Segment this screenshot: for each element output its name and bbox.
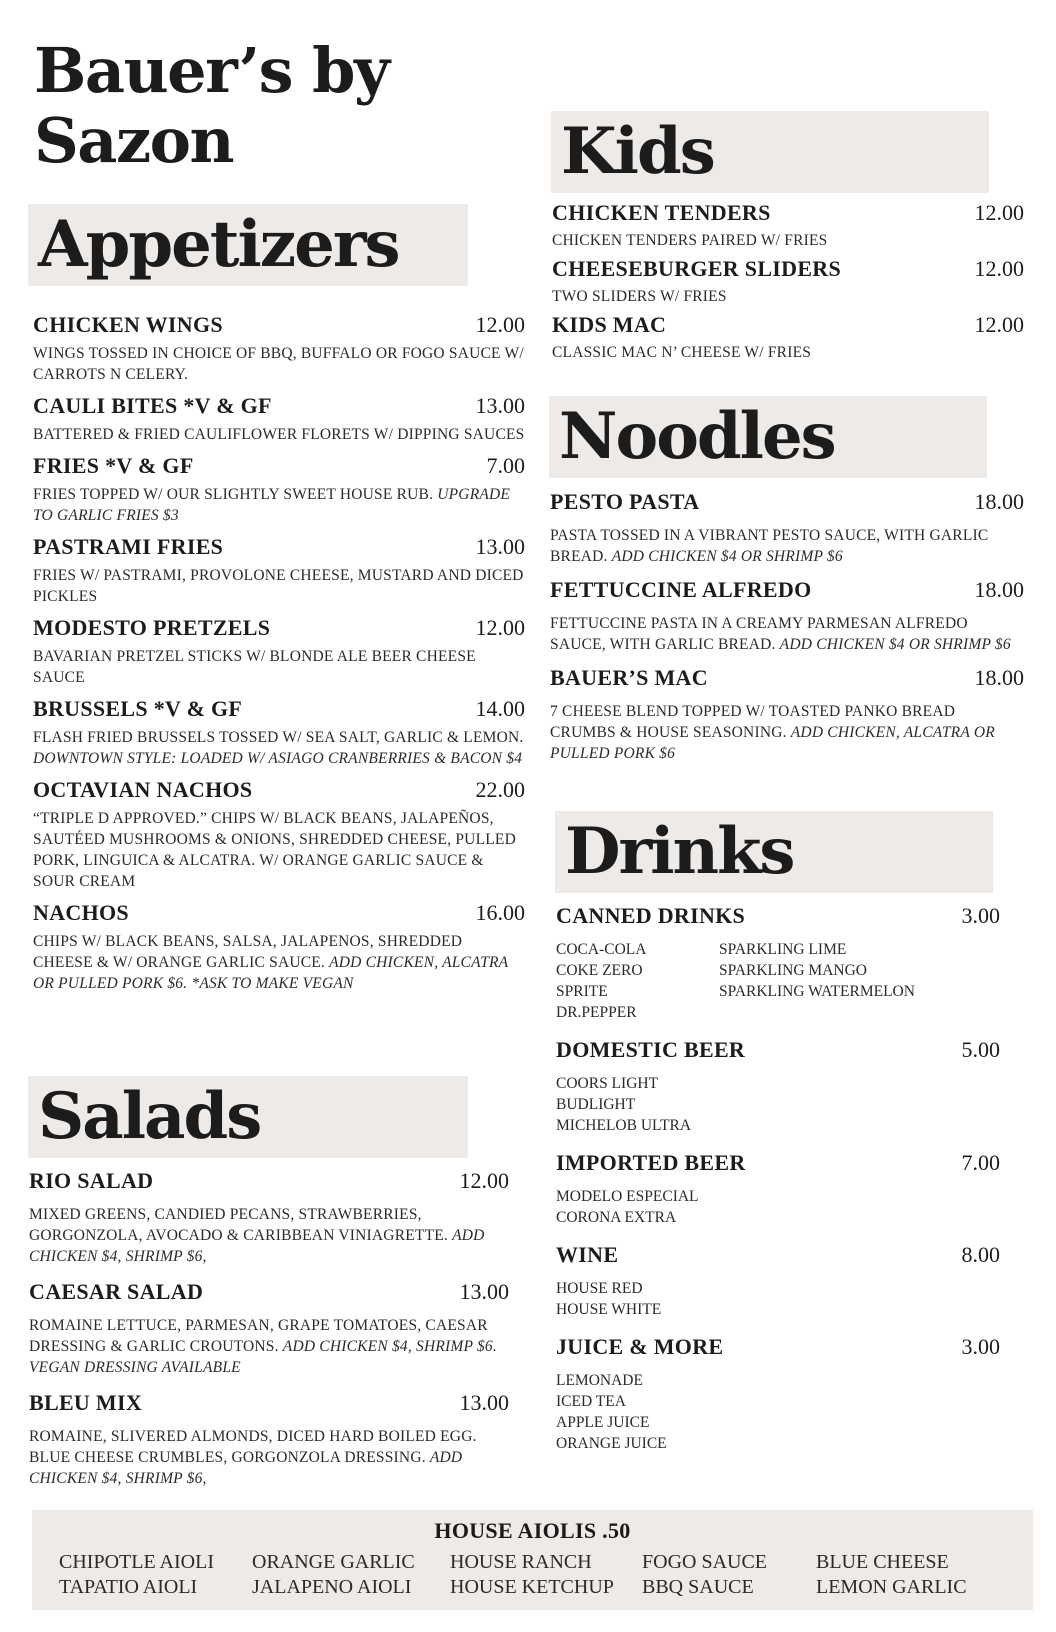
item-note: ADD CHICKEN, ALCATRA OR PULLED PORK $6 [550, 724, 995, 762]
item-price: 12.00 [974, 312, 1024, 337]
item-desc-text: ROMAINE, SLIVERED ALMONDS, DICED HARD BOILED EGG. BLUE CHEESE CRUMBLES, GORGONZOLA DRESSING. [29, 1428, 477, 1466]
item-description [33, 484, 525, 526]
drink-item: MICHELOB ULTRA [556, 1117, 692, 1134]
item-name: FRIES *V & GF [33, 453, 194, 478]
item-description [33, 424, 525, 445]
menu-item [33, 900, 525, 994]
appetizers-header [28, 204, 468, 286]
noodles-header [549, 396, 987, 478]
item-desc-text: WINGS TOSSED IN CHOICE OF BBQ, BUFFALO OR FOGO SAUCE W/ CARROTS N CELERY. [33, 345, 524, 383]
aioli-item: ORANGE GARLIC [252, 1551, 415, 1573]
menu-item [29, 1390, 509, 1489]
item-name: BLEU MIX [29, 1390, 143, 1415]
item-price: 22.00 [475, 777, 525, 802]
item-name: FETTUCCINE ALFREDO [550, 577, 812, 602]
item-price: 13.00 [475, 534, 525, 559]
item-description [33, 931, 525, 994]
aioli-item: BBQ SAUCE [642, 1576, 754, 1598]
menu-item [33, 615, 525, 688]
item-description [550, 613, 1024, 655]
kids-title: Kids [561, 114, 714, 189]
noodles-list [550, 489, 1024, 774]
drinks-header [555, 811, 993, 893]
item-note: ADD CHICKEN $4, SHRIMP $6. VEGAN DRESSING AVAILABLE [29, 1338, 497, 1376]
item-price: 7.00 [486, 453, 525, 478]
item-note: ADD CHICKEN $4, SHRIMP $6, [29, 1449, 463, 1487]
aioli-item: FOGO SAUCE [642, 1551, 768, 1573]
aioli-item: CHIPOTLE AIOLI [59, 1551, 214, 1573]
menu-item [552, 200, 1024, 251]
item-desc-text: CLASSIC MAC N’ CHEESE W/ FRIES [552, 344, 812, 361]
item-note: ADD CHICKEN, ALCATRA OR PULLED PORK $6. *ASK TO MAKE VEGAN [33, 954, 509, 992]
item-price: 14.00 [475, 696, 525, 721]
aioli-column [252, 1550, 415, 1600]
aioli-item: HOUSE RANCH [450, 1551, 592, 1573]
item-desc-text: CHIPS W/ BLACK BEANS, SALSA, JALAPENOS, SHREDDED CHEESE & W/ ORANGE GARLIC SAUCE. [33, 933, 463, 971]
item-description [33, 727, 525, 769]
drink-item: COORS LIGHT [556, 1075, 659, 1092]
item-desc-text: FRIES TOPPED W/ OUR SLIGHTLY SWEET HOUSE RUB. [33, 486, 434, 503]
drink-list [556, 1370, 1000, 1454]
menu-item [552, 256, 1024, 307]
item-desc-text: CHICKEN TENDERS PAIRED W/ FRIES [552, 232, 828, 249]
drink-group [556, 1334, 1000, 1454]
item-description [33, 808, 525, 892]
drink-item: MODELO ESPECIAL [556, 1188, 699, 1205]
item-description [552, 342, 1024, 363]
item-desc-text: TWO SLIDERS W/ FRIES [552, 288, 727, 305]
menu-item [33, 312, 525, 385]
item-note: UPGRADE TO GARLIC FRIES $3 [33, 486, 511, 524]
salads-list [29, 1168, 509, 1501]
item-desc-text: ROMAINE LETTUCE, PARMESAN, GRAPE TOMATOES, CAESAR DRESSING & GARLIC CROUTONS. [29, 1317, 488, 1355]
item-description [550, 525, 1024, 567]
item-price: 16.00 [475, 900, 525, 925]
item-description [550, 701, 1024, 764]
drink-item: HOUSE WHITE [556, 1301, 662, 1318]
item-name: CHICKEN WINGS [33, 312, 223, 337]
aioli-item: TAPATIO AIOLI [59, 1576, 198, 1598]
drink-item: SPRITE [556, 983, 608, 1000]
salads-header [28, 1076, 468, 1158]
menu-item [33, 534, 525, 607]
salads-title: Salads [38, 1079, 261, 1154]
item-desc-text: FRIES W/ PASTRAMI, PROVOLONE CHEESE, MUSTARD AND DICED PICKLES [33, 567, 524, 605]
drink-group [556, 1037, 1000, 1136]
drink-list [556, 1186, 1000, 1228]
item-name: CHICKEN TENDERS [552, 200, 771, 225]
item-name: MODESTO PRETZELS [33, 615, 271, 640]
item-price: 12.00 [475, 312, 525, 337]
kids-header [551, 111, 989, 193]
drink-group-price: 3.00 [961, 903, 1000, 928]
aioli-item: BLUE CHEESE [816, 1551, 949, 1573]
item-name: BAUER’S MAC [550, 665, 708, 690]
drink-group-name: JUICE & MORE [556, 1334, 724, 1359]
item-desc-text: MIXED GREENS, CANDIED PECANS, STRAWBERRIES, GORGONZOLA, AVOCADO & CARIBBEAN VINIAGRETTE. [29, 1206, 448, 1244]
menu-item [33, 453, 525, 526]
drink-group-name: CANNED DRINKS [556, 903, 746, 928]
canned-list-2 [719, 939, 915, 1023]
drink-list [556, 1278, 1000, 1320]
menu-item [550, 489, 1024, 567]
item-price: 12.00 [475, 615, 525, 640]
drink-group [556, 1242, 1000, 1320]
drink-item: ORANGE JUICE [556, 1435, 667, 1452]
item-description [33, 343, 525, 385]
item-desc-text: PASTA TOSSED IN A VIBRANT PESTO SAUCE, WITH GARLIC BREAD. [550, 527, 989, 565]
aioli-column [816, 1550, 967, 1600]
drink-item: DR.PEPPER [556, 1004, 637, 1021]
item-desc-text: BATTERED & FRIED CAULIFLOWER FLORETS W/ DIPPING SAUCES [33, 426, 525, 443]
drinks-list [556, 903, 1000, 1468]
menu-item [550, 577, 1024, 655]
menu-item [33, 777, 525, 892]
aioli-item: JALAPENO AIOLI [252, 1576, 412, 1598]
menu-item [550, 665, 1024, 764]
drink-item: BUDLIGHT [556, 1096, 636, 1113]
item-description [552, 286, 1024, 307]
item-description [29, 1204, 509, 1267]
item-description [33, 565, 525, 607]
item-name: CAULI BITES *V & GF [33, 393, 272, 418]
item-price: 12.00 [974, 256, 1024, 281]
aioli-column [642, 1550, 767, 1600]
canned-list-1 [556, 939, 719, 1023]
aioli-item: HOUSE KETCHUP [450, 1576, 614, 1598]
item-description [552, 230, 1024, 251]
item-description [29, 1315, 509, 1378]
item-desc-text: BAVARIAN PRETZEL STICKS W/ BLONDE ALE BEER CHEESE SAUCE [33, 648, 476, 686]
item-name: PESTO PASTA [550, 489, 700, 514]
item-note: ADD CHICKEN $4, SHRIMP $6, [29, 1227, 485, 1265]
menu-item [29, 1279, 509, 1378]
noodles-title: Noodles [559, 399, 835, 474]
item-price: 18.00 [974, 665, 1024, 690]
item-description [29, 1426, 509, 1489]
drink-item: SPARKLING WATERMELON [719, 983, 915, 1000]
house-aiolis-title: HOUSE AIOLIS .50 [434, 1518, 631, 1543]
drink-group-price: 3.00 [961, 1334, 1000, 1359]
item-desc-text: “TRIPLE D APPROVED.” CHIPS W/ BLACK BEANS, JALAPEÑOS, SAUTÉED MUSHROOMS & ONIONS, SHREDDED CHEESE, PULLED PORK, LINGUICA & ALCATRA. W/ ORANGE GARLIC SAUCE & SOUR CREAM [33, 810, 516, 890]
drink-group [556, 1150, 1000, 1228]
item-name: NACHOS [33, 900, 129, 925]
drink-group-canned [556, 903, 1000, 1023]
item-note: DOWNTOWN STYLE: LOADED W/ ASIAGO CRANBERRIES & BACON $4 [33, 750, 523, 767]
item-note: ADD CHICKEN $4 OR SHRIMP $6 [779, 636, 1011, 653]
item-price: 12.00 [974, 200, 1024, 225]
item-name: BRUSSELS *V & GF [33, 696, 243, 721]
item-desc-text: FLASH FRIED BRUSSELS TOSSED W/ SEA SALT, GARLIC & LEMON. [33, 729, 524, 746]
drink-item: COKE ZERO [556, 962, 643, 979]
item-price: 12.00 [459, 1168, 509, 1193]
kids-list [552, 200, 1024, 368]
drink-group-name: WINE [556, 1242, 619, 1267]
menu-item [33, 393, 525, 445]
appetizers-list [33, 312, 525, 1002]
house-aiolis-box [32, 1510, 1033, 1610]
item-name: KIDS MAC [552, 312, 667, 337]
menu-item [33, 696, 525, 769]
item-description [33, 646, 525, 688]
item-name: CAESAR SALAD [29, 1279, 204, 1304]
menu-item [29, 1168, 509, 1267]
item-name: RIO SALAD [29, 1168, 154, 1193]
drink-group-name: IMPORTED BEER [556, 1150, 746, 1175]
item-name: OCTAVIAN NACHOS [33, 777, 253, 802]
item-price: 13.00 [459, 1390, 509, 1415]
item-price: 13.00 [475, 393, 525, 418]
item-price: 18.00 [974, 577, 1024, 602]
drink-list [556, 1073, 1000, 1136]
item-name: CHEESEBURGER SLIDERS [552, 256, 842, 281]
item-name: PASTRAMI FRIES [33, 534, 224, 559]
item-desc-text: 7 CHEESE BLEND TOPPED W/ TOASTED PANKO BREAD CRUMBS & HOUSE SEASONING. [550, 703, 956, 741]
item-desc-text: FETTUCCINE PASTA IN A CREAMY PARMESAN ALFREDO SAUCE, WITH GARLIC BREAD. [550, 615, 968, 653]
drink-item: CORONA EXTRA [556, 1209, 677, 1226]
drink-group-name: DOMESTIC BEER [556, 1037, 746, 1062]
drink-group-price: 8.00 [961, 1242, 1000, 1267]
item-note: ADD CHICKEN $4 OR SHRIMP $6 [611, 548, 843, 565]
aioli-column [59, 1550, 214, 1600]
drink-group-price: 7.00 [961, 1150, 1000, 1175]
drink-item: ICED TEA [556, 1393, 626, 1410]
drink-item: SPARKLING LIME [719, 941, 847, 958]
drink-group-price: 5.00 [961, 1037, 1000, 1062]
drink-item: SPARKLING MANGO [719, 962, 867, 979]
drink-item: HOUSE RED [556, 1280, 643, 1297]
appetizers-title: Appetizers [38, 207, 399, 282]
restaurant-title: Bauer’s by Sazon [34, 34, 389, 177]
drinks-title: Drinks [565, 814, 794, 889]
drink-item: LEMONADE [556, 1372, 643, 1389]
aioli-column [450, 1550, 614, 1600]
drink-item: APPLE JUICE [556, 1414, 650, 1431]
item-price: 18.00 [974, 489, 1024, 514]
aioli-item: LEMON GARLIC [816, 1576, 967, 1598]
menu-item [552, 312, 1024, 363]
drink-item: COCA-COLA [556, 941, 647, 958]
item-price: 13.00 [459, 1279, 509, 1304]
